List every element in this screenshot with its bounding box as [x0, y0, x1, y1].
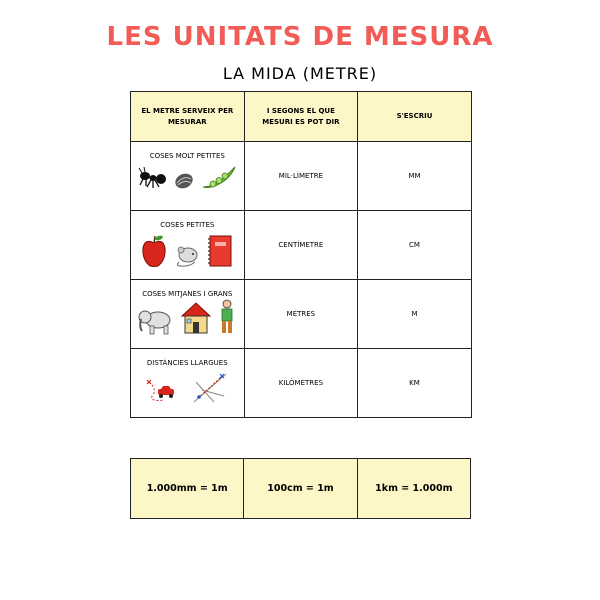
conversion-row — [131, 459, 471, 519]
unit-abbr-cell: M — [358, 280, 472, 349]
unit-name-cell: KILÒMETRES — [244, 349, 358, 418]
unit-name-cell: CENTÍMETRE — [244, 211, 358, 280]
unit-name-cell: METRES — [244, 280, 358, 349]
car-route-icon — [146, 376, 180, 404]
header-cell-unit: I SEGONS EL QUE MESURI ES POT DIR — [244, 92, 358, 142]
category-cell — [131, 280, 245, 349]
table-header-row — [131, 92, 472, 142]
table-row — [131, 280, 472, 349]
units-table — [130, 91, 472, 418]
category-label: COSES PETITES — [160, 221, 215, 229]
category-pictures — [131, 234, 244, 268]
header-cell-abbr: S'ESCRIU — [358, 92, 472, 142]
ant-icon — [137, 167, 167, 191]
unit-abbr-cell: CM — [358, 211, 472, 280]
header-cell-purpose: EL METRE SERVEIX PER MESURAR — [131, 92, 245, 142]
page-title: LES UNITATS DE MESURA — [106, 22, 494, 52]
person-icon — [218, 299, 236, 335]
notebook-icon — [207, 234, 233, 268]
conversion-mm: 1.000mm = 1m — [131, 459, 244, 519]
unit-abbr-cell: KM — [358, 349, 472, 418]
table-row — [131, 142, 472, 211]
conversion-km: 1km = 1.000m — [357, 459, 470, 519]
apple-icon — [141, 234, 167, 268]
elephant-icon — [138, 307, 174, 335]
unit-abbr-cell: MM — [358, 142, 472, 211]
category-pictures — [131, 299, 244, 335]
peapod-icon — [201, 165, 237, 191]
category-cell — [131, 142, 245, 211]
table-row — [131, 211, 472, 280]
category-label: COSES MOLT PETITES — [149, 152, 225, 160]
conversion-cm: 100cm = 1m — [244, 459, 357, 519]
category-label: COSES MITJANES I GRANS — [142, 290, 233, 298]
sunflower-seed-icon — [173, 171, 195, 191]
category-label: DISTÀNCIES LLARGUES — [146, 359, 228, 367]
category-pictures — [131, 165, 244, 191]
category-cell — [131, 349, 245, 418]
table-row — [131, 349, 472, 418]
map-route-icon — [192, 372, 228, 404]
category-cell — [131, 211, 245, 280]
house-icon — [180, 301, 212, 335]
unit-name-cell: MIL·LÍMETRE — [244, 142, 358, 211]
conversion-table — [130, 458, 471, 519]
page-subtitle: LA MIDA (METRE) — [222, 64, 378, 83]
mouse-icon — [173, 240, 201, 268]
category-pictures — [131, 372, 244, 404]
